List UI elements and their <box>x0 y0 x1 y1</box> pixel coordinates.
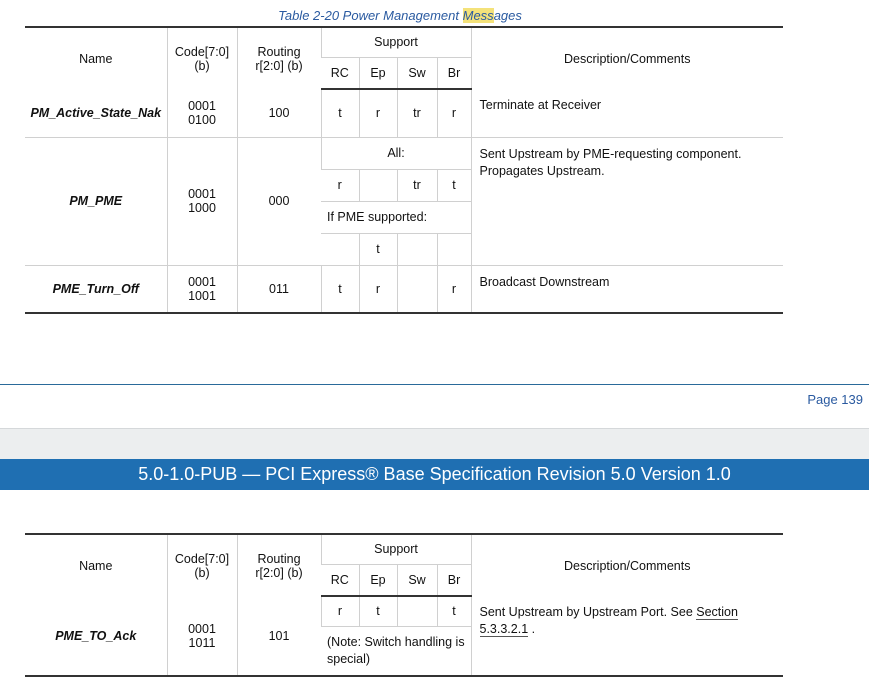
page-number: Page 139 <box>807 392 863 407</box>
col-desc: Description/Comments <box>471 27 783 89</box>
table-row: PM_PME 0001 1000 000 All: Sent Upstream by PME-requesting component. Propagates Upstream. <box>25 137 783 169</box>
section-link[interactable]: Section <box>696 605 738 619</box>
power-management-table: Name Code[7:0] (b) Routing r[2:0] (b) Support Description/Comments RC Ep Sw Br PM_Active_State_Nak 0001 0100 100 t r tr r Terminate at Receiver PM_PME 0001 1000 000 All: Sent Upstream by PME-requesting component. Propagates Upstream. r tr t If PME supported: t PME_Turn_Off 0001 1001 011 t r r Broadcast Downstream <box>25 26 783 314</box>
page-gap <box>0 428 869 459</box>
col-br: Br <box>437 57 471 89</box>
page-header: 5.0-1.0-PUB — PCI Express® Base Specification Revision 5.0 Version 1.0 <box>0 459 869 490</box>
col-routing: Routing r[2:0] (b) <box>237 534 321 596</box>
col-routing: Routing r[2:0] (b) <box>237 27 321 89</box>
col-ep: Ep <box>359 57 397 89</box>
page-divider <box>0 384 869 385</box>
section-link-number[interactable]: 5.3.3.2.1 <box>479 622 529 636</box>
col-sw: Sw <box>397 564 437 596</box>
col-name: Name <box>25 27 167 89</box>
switch-note: (Note: Switch handling is special) <box>321 626 471 676</box>
col-rc: RC <box>321 564 359 596</box>
table-row: PM_Active_State_Nak 0001 0100 100 t r tr r Terminate at Receiver <box>25 89 783 137</box>
col-rc: RC <box>321 57 359 89</box>
col-support: Support <box>321 534 471 564</box>
col-sw: Sw <box>397 57 437 89</box>
col-ep: Ep <box>359 564 397 596</box>
col-name: Name <box>25 534 167 596</box>
col-support: Support <box>321 27 471 57</box>
col-code: Code[7:0] (b) <box>167 534 237 596</box>
power-management-table-continued <box>25 533 783 677</box>
table-row: PME_TO_Ack 0001 1011 101 r t t Sent Upstream by Upstream Port. See Section 5.3.3.2.1 . <box>25 596 783 626</box>
table-row: PME_Turn_Off 0001 1001 011 t r r Broadcast Downstream <box>25 265 783 313</box>
col-desc: Description/Comments <box>471 534 783 596</box>
table-caption: Table 2-20 Power Management Messages <box>278 8 522 23</box>
col-br: Br <box>437 564 471 596</box>
search-highlight: Mess <box>462 8 494 23</box>
col-code: Code[7:0] (b) <box>167 27 237 89</box>
